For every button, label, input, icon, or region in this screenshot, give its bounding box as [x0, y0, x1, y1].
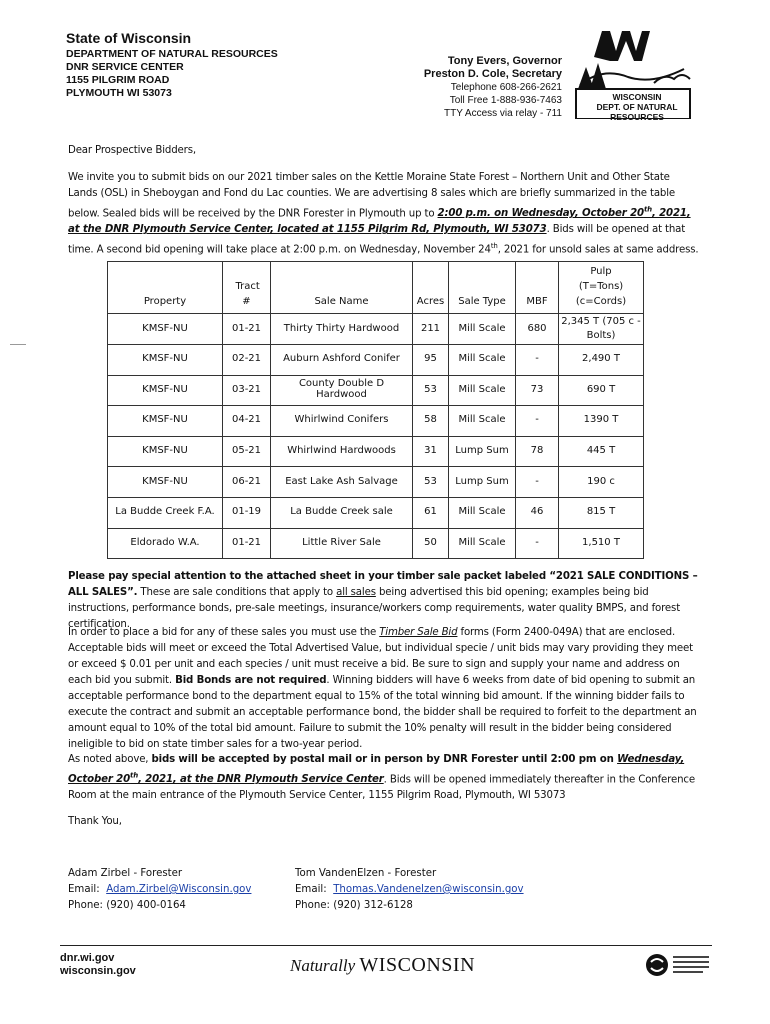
cell-mbf: - [516, 406, 559, 437]
cell-acres: 53 [413, 375, 449, 406]
cell-pulp: 1390 T [559, 406, 644, 437]
footer-slogan [290, 954, 475, 977]
signer-1-phone: Phone: (920) 400-0164 [68, 900, 186, 911]
cell-mbf: 680 [516, 314, 559, 345]
header-pulp [559, 262, 644, 314]
cell-pulp: 815 T [559, 497, 644, 528]
table-row [108, 406, 644, 437]
p1-sup: th [643, 206, 652, 214]
signer-1-name: Adam Zirbel - Forester [68, 868, 183, 879]
cell-acres: 50 [413, 528, 449, 559]
cell-sale-type: Mill Scale [449, 375, 516, 406]
cell-sale-name: La Budde Creek sale [271, 497, 413, 528]
slogan-naturally: Naturally [290, 956, 360, 975]
cell-tract: 01-21 [223, 528, 271, 559]
closing: Thank You, [68, 816, 122, 827]
cell-sale-name: Thirty Thirty Hardwood [271, 314, 413, 345]
cell-property: La Budde Creek F.A. [108, 497, 223, 528]
cell-sale-type: Lump Sum [449, 467, 516, 498]
signer-1-email-link[interactable]: Adam.Zirbel@Wisconsin.gov [106, 884, 252, 895]
state-title: State of Wisconsin [66, 30, 192, 46]
p4-text: As noted above, [68, 754, 152, 765]
cell-acres: 95 [413, 345, 449, 376]
p1-sup-2: th [490, 242, 498, 251]
table-row [108, 497, 644, 528]
timber-sales-table [107, 261, 644, 559]
signer-2-email-row [295, 882, 524, 898]
header-mbf: MBF [516, 262, 559, 314]
footer-site-wisconsin[interactable]: wisconsin.gov [60, 965, 136, 977]
cell-sale-name: Whirlwind Hardwoods [271, 436, 413, 467]
p1-deadline-place: , 2021, at the DNR Plymouth Service Center, located at 1155 Pilgrim Rd, Plymouth, WI 53073 [68, 208, 691, 236]
signer-2-name: Tom VandenElzen - Forester [295, 868, 437, 879]
table-row [108, 467, 644, 498]
p3-text-3: . Winning bidders will have 6 weeks from date of bid opening to submit an acceptable performance bond to the department equal to 15% of the total winning bid amount. If the winning bidder fails to execute the contract and submit an acceptable performance bond, the bidder shall be required to forfeit to the department an amount equal to 10% of the total bid amount. Failure to submit the 10% penalty will result in the bidder being considered ineligible to bid on state timber sales for a two-year period. [68, 675, 697, 750]
table-row [108, 314, 644, 345]
cell-tract: 05-21 [223, 436, 271, 467]
signer-2-email-label: Email: [295, 884, 334, 895]
paragraph-4 [68, 752, 702, 804]
table-row [108, 528, 644, 559]
dept-line: DEPARTMENT OF NATURAL RESOURCES [66, 48, 278, 60]
signer-1-email-row [68, 882, 251, 898]
cell-property: KMSF-NU [108, 436, 223, 467]
signer-1 [68, 866, 251, 914]
paragraph-1 [68, 170, 702, 259]
header-property: Property [108, 262, 223, 314]
cell-mbf: - [516, 467, 559, 498]
cell-acres: 31 [413, 436, 449, 467]
paragraph-2 [68, 569, 702, 633]
p4-deadline-date: Wednesday, October 20 [68, 754, 685, 786]
cell-sale-name: Auburn Ashford Conifer [271, 345, 413, 376]
p3-bold: Bid Bonds are not required [175, 675, 327, 686]
logo-caption [582, 92, 692, 122]
cell-mbf: - [516, 528, 559, 559]
cell-pulp: 690 T [559, 375, 644, 406]
margin-mark [10, 344, 26, 345]
p3-text: In order to place a bid for any of these sales you must use the [68, 627, 380, 638]
cell-mbf: 46 [516, 497, 559, 528]
header-acres: Acres [413, 262, 449, 314]
cell-pulp: 445 T [559, 436, 644, 467]
paragraph-3 [68, 625, 702, 753]
cell-mbf: 78 [516, 436, 559, 467]
salutation: Dear Prospective Bidders, [68, 145, 196, 156]
footer-site-dnr[interactable]: dnr.wi.gov [60, 952, 115, 964]
cell-sale-type: Mill Scale [449, 406, 516, 437]
p2-text-2: being advertised this bid opening; examples being bid instructions, performance bonds, pre-sale meetings, insurance/workers comp requirements, water quality BMPS, and forest certification. [68, 587, 681, 630]
cell-pulp: 2,490 T [559, 345, 644, 376]
p4-sup: th [130, 772, 139, 780]
cell-tract: 01-19 [223, 497, 271, 528]
header-pulp-label: Pulp (T=Tons) (c=Cords) [575, 266, 627, 307]
cell-sale-name: County Double D Hardwood [271, 375, 413, 406]
recycled-paper-icon [643, 950, 713, 980]
slogan-wisconsin: WISCONSIN [359, 954, 476, 976]
toll-free: Toll Free 1-888-936-7463 [449, 95, 562, 106]
secretary: Preston D. Cole, Secretary [423, 68, 562, 80]
cell-mbf: 73 [516, 375, 559, 406]
cell-property: KMSF-NU [108, 345, 223, 376]
cell-property: KMSF-NU [108, 314, 223, 345]
cell-pulp: 190 c [559, 467, 644, 498]
logo-line-1: WISCONSIN [612, 92, 662, 102]
footer-websites [60, 952, 136, 978]
dept-line: PLYMOUTH WI 53073 [66, 87, 172, 99]
table-row [108, 375, 644, 406]
p2-bold: Please pay special attention to the attached sheet in your timber sale packet labeled “2021 SALE CONDITIONS – ALL SALES”. [68, 571, 698, 598]
cell-property: KMSF-NU [108, 406, 223, 437]
p4-deadline-place: , 2021, at the DNR Plymouth Service Center [138, 774, 384, 786]
cell-tract: 04-21 [223, 406, 271, 437]
cell-sale-type: Lump Sum [449, 436, 516, 467]
governor: Tony Evers, Governor [447, 55, 562, 67]
cell-acres: 53 [413, 467, 449, 498]
signer-2-email-link[interactable]: Thomas.Vandenelzen@wisconsin.gov [333, 884, 524, 895]
p2-underline: all sales [336, 587, 376, 598]
cell-property: KMSF-NU [108, 467, 223, 498]
p1-text-3: , 2021 for unsold sales at same address. [497, 244, 699, 256]
cell-pulp: 2,345 T (705 c - Bolts) [559, 314, 644, 345]
tty: TTY Access via relay - 711 [443, 108, 562, 119]
cell-sale-type: Mill Scale [449, 345, 516, 376]
header-sale-name: Sale Name [271, 262, 413, 314]
cell-tract: 03-21 [223, 375, 271, 406]
signer-2-phone: Phone: (920) 312-6128 [295, 900, 413, 911]
p1-deadline-date: 2:00 p.m. on Wednesday, October 20 [437, 208, 644, 220]
cell-acres: 61 [413, 497, 449, 528]
cell-mbf: - [516, 345, 559, 376]
cell-property: KMSF-NU [108, 375, 223, 406]
telephone: Telephone 608-266-2621 [450, 82, 562, 93]
table-header-row [108, 262, 644, 314]
letterhead-address [66, 30, 278, 100]
header-tract-label: Tract # [235, 281, 260, 307]
cell-sale-name: Little River Sale [271, 528, 413, 559]
cell-sale-name: Whirlwind Conifers [271, 406, 413, 437]
signer-2 [295, 866, 524, 914]
p4-text-2: . Bids will be opened immediately thereafter in the Conference Room at the main entrance of the Plymouth Service Center, 1155 Pilgrim Road, Plymouth, WI 53073 [68, 774, 695, 802]
cell-sale-name: East Lake Ash Salvage [271, 467, 413, 498]
cell-acres: 211 [413, 314, 449, 345]
signer-1-email-label: Email: [68, 884, 107, 895]
letterhead-officials [424, 55, 562, 120]
p1-text-2: . Bids will be opened at that time. A second bid opening will take place at 2:00 p.m. on Wednesday, November 24 [68, 224, 686, 256]
dept-line: DNR SERVICE CENTER [66, 61, 184, 73]
dept-line: 1155 PILGRIM ROAD [66, 74, 170, 86]
table-row [108, 345, 644, 376]
cell-pulp: 1,510 T [559, 528, 644, 559]
p3-text-2: forms (Form 2400-049A) that are enclosed. Acceptable bids will meet or exceed the Total Advertised Value, but individual specie / unit bids may vary providing they meet or exceed $ 0.01 per unit and each species / unit must receive a bid. Be sure to sign and supply your name and address on each bid you submit. [68, 627, 694, 686]
logo-line-2: DEPT. OF NATURAL RESOURCES [596, 102, 678, 122]
cell-sale-type: Mill Scale [449, 528, 516, 559]
cell-tract: 01-21 [223, 314, 271, 345]
footer-rule [60, 945, 712, 946]
cell-tract: 02-21 [223, 345, 271, 376]
p4-bold: bids will be accepted by postal mail or in person by DNR Forester until 2:00 pm on [151, 754, 618, 765]
table-row [108, 436, 644, 467]
p1-text: We invite you to submit bids on our 2021 timber sales on the Kettle Moraine State Forest – Northern Unit and Other State Lands (OSL) in Sheboygan and Fond du Lac counties. We are advertising 8 sales which are briefly summarized in the table below. Sealed bids will be received by the DNR Forester in Plymouth up to [68, 172, 676, 220]
cell-acres: 58 [413, 406, 449, 437]
cell-tract: 06-21 [223, 467, 271, 498]
cell-sale-type: Mill Scale [449, 497, 516, 528]
header-sale-type: Sale Type [449, 262, 516, 314]
cell-property: Eldorado W.A. [108, 528, 223, 559]
p3-form-name: Timber Sale Bid [379, 627, 458, 638]
cell-sale-type: Mill Scale [449, 314, 516, 345]
p2-text: These are sale conditions that apply to [137, 587, 337, 598]
header-tract [223, 262, 271, 314]
